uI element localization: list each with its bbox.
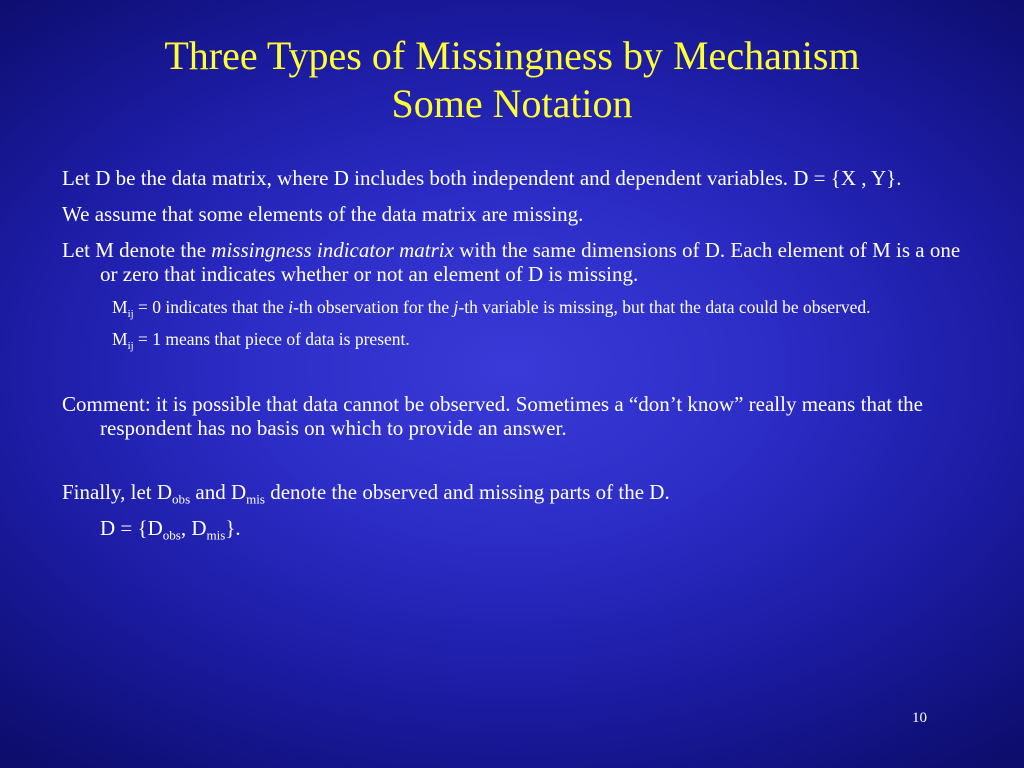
p6-obs-subscript: obs [162,527,181,543]
slide-body [62,166,972,543]
p6-mis-subscript: mis [206,527,226,543]
s1-subscript: ij [127,307,134,320]
paragraph-finally [62,480,972,507]
p3-text-post: with the same dimensions of D. Each element of M is a one or zero that indicates whether or not an element of D is missing. [100,238,961,286]
p5-obs-subscript: obs [172,491,191,507]
s1-m: M [112,297,128,317]
bullet-mij-zero [112,297,972,318]
p6-text-a: D = {D [100,516,163,540]
s1-j: j [453,297,459,317]
title-line-2: Some Notation [391,81,633,126]
p6-text-c: }. [225,516,241,540]
p3-text-pre: Let M denote the [62,238,212,262]
slide-title [0,32,1024,128]
s2-m: M [112,329,128,349]
s1-text-a: = 0 indicates that the [133,297,289,317]
p3-emphasis: missingness indicator matrix [211,238,454,262]
s2-text-a: = 1 means that piece of data is present. [133,329,410,349]
p5-text-c: denote the observed and missing parts of the D. [264,480,670,504]
paragraph-data-matrix: Let D be the data matrix, where D includes both independent and dependent variables. D = {X , Y}. [62,166,902,190]
p5-text-a: Finally, let D [62,480,173,504]
p5-text-b: and D [190,480,247,504]
p6-text-b: , D [180,516,207,540]
paragraph-indicator-matrix [62,238,972,286]
s1-i: i [288,297,294,317]
page-number: 10 [912,710,927,726]
formula-d-partition [62,516,972,543]
paragraph-missing-assumption: We assume that some elements of the data matrix are missing. [62,202,584,226]
title-line-1: Three Types of Missingness by Mechanism [164,33,860,78]
p5-mis-subscript: mis [246,491,265,507]
s1-text-c: -th variable is missing, but that the data could be observed. [458,297,871,317]
s2-subscript: ij [127,339,134,352]
paragraph-comment: Comment: it is possible that data cannot be observed. Sometimes a “don’t know” really means that the respondent has no basis on which to provide an answer. [62,392,923,440]
bullet-mij-one [112,329,972,350]
s1-text-b: -th observation for the [293,297,454,317]
